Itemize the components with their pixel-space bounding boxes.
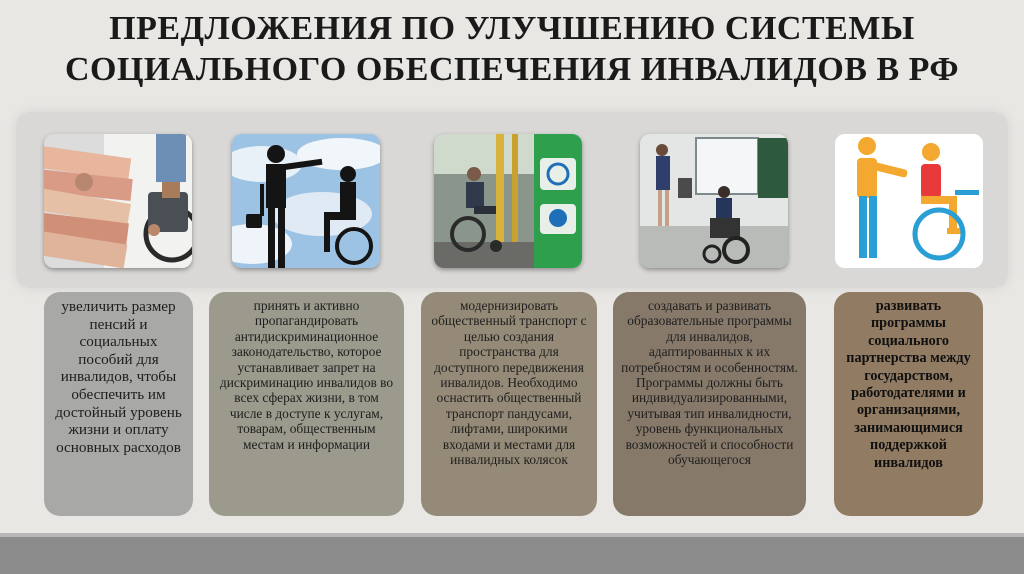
money-wheelchair-image [44, 134, 192, 268]
money-and-wheelchair-photo [44, 134, 192, 268]
proposal-card-education: создавать и развивать образовательные программы для инвалидов, адаптированных к их потребностям и особенностям. Программы должны быть индивидуализированными, учитывая тип инвалидности, уровень функциональных возможностей и способности обучающегося [613, 292, 806, 516]
proposal-card-pensions: увеличить размер пенсий и социальных пособий для инвалидов, чтобы обеспечить им достойный уровень жизни и оплату основных расходов [44, 292, 193, 516]
page-title [0, 8, 1024, 90]
helper-pushing-wheelchair-illustration [835, 134, 983, 268]
footer-band [0, 537, 1024, 574]
helper-wheelchair-image [835, 134, 983, 268]
bus-image [434, 134, 582, 268]
proposal-card-transport: модернизировать общественный транспорт с целью создания пространства для доступного передвижения инвалидов. Необходимо оснастить общественный транспорт пандусами, лифтами, широкими входами и местами для инвалидных колясок [421, 292, 597, 516]
silhouette-image [232, 134, 380, 268]
businessman-pointing-wheelchair-silhouette-photo [232, 134, 380, 268]
proposal-card-legislation: принять и активно пропагандировать антидискриминационное законодательство, которое устанавливает запрет на дискриминацию инвалидов во всех сферах жизни, в том числе в доступе к услугам, товарам, общественным местам и информации [209, 292, 404, 516]
classroom-image [640, 134, 788, 268]
proposal-card-partnership: развивать программы социального партнерства между государством, работодателями и организациями, занимающимися поддержкой инвалидов [834, 292, 983, 516]
accessible-bus-photo [434, 134, 582, 268]
banknote-stack [44, 146, 133, 268]
title-line-2: СОЦИАЛЬНОГО ОБЕСПЕЧЕНИЯ ИНВАЛИДОВ В РФ [64, 51, 960, 88]
classroom-wheelchair-student-photo [640, 134, 788, 268]
title-line-1: ПРЕДЛОЖЕНИЯ ПО УЛУЧШЕНИЮ СИСТЕМЫ [109, 10, 915, 47]
